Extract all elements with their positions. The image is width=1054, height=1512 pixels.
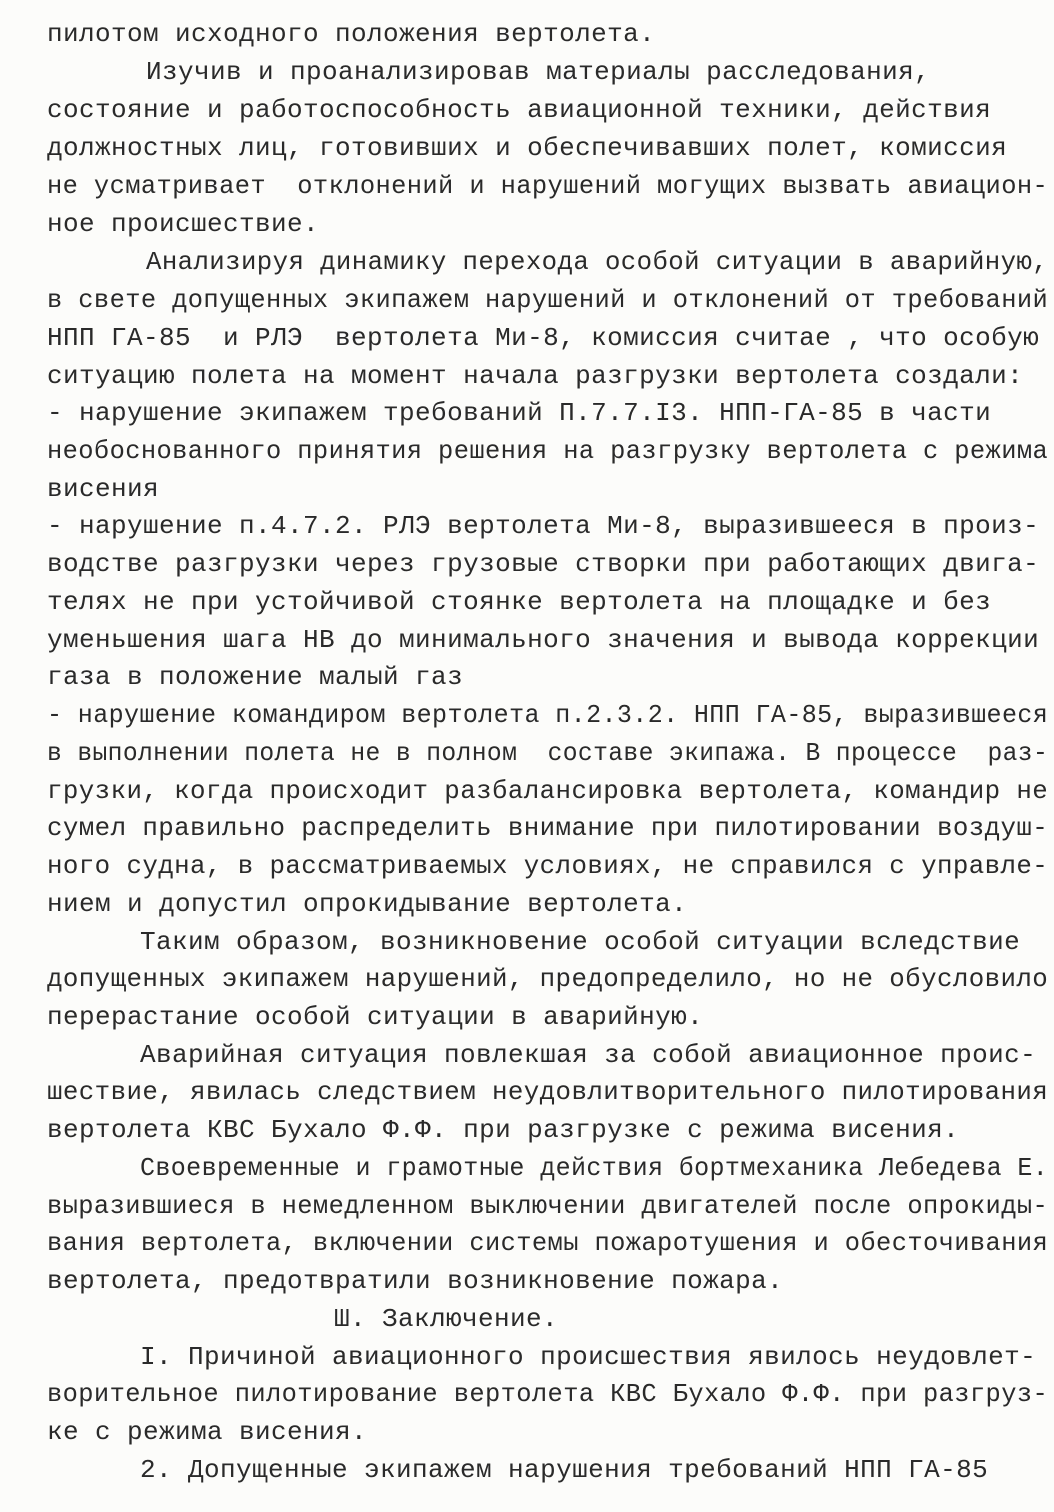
text-line: Аварийная ситуация повлекшая за собой авиационное проис- [140,1040,1037,1070]
text-line: ного судна, в рассматриваемых условиях, не справился с управле- [47,851,1049,881]
text-line: висения [47,474,160,504]
text-line: состояние и работоспособность авиационной техники, действия [47,95,992,125]
text-line: Анализируя динамику перехода особой ситуации в аварийную, [146,247,1049,277]
text-line: - нарушение экипажем требований П.7.7.I3. НПП-ГА-85 в части [47,398,992,428]
text-line: ке с режима висения. [47,1417,368,1447]
text-line: Таким образом, возникновение особой ситуации вследствие [140,927,1021,957]
section-heading: Ш. Заключение. [334,1304,559,1334]
text-line: в выполнении полета не в полном составе экипажа. В процессе раз- [47,738,1049,768]
text-line: ворительное пилотирование вертолета КВС Бухало Ф.Ф. при разгруз- [47,1379,1049,1409]
text-line: телях не при устойчивой стоянке вертолета на площадке и без [47,587,992,617]
text-line: НПП ГА-85 и РЛЭ вертолета Ми-8, комиссия считае , что особую [47,323,1040,353]
text-line: Своевременные и грамотные действия бортмеханика Лебедева Е. [140,1153,1049,1183]
text-line: вертолета, предотвратили возникновение пожара. [47,1266,784,1296]
text-line: грузки, когда происходит разбалансировка вертолета, командир не [47,776,1049,806]
text-line: выразившиеся в немедленном выключении двигателей после опрокиды- [47,1191,1049,1221]
text-line: в свете допущенных экипажем нарушений и отклонений от требований [47,285,1049,315]
text-line: газа в положение малый газ [47,662,464,692]
text-line: пилотом исходного положения вертолета. [47,19,656,49]
text-line: вертолета КВС Бухало Ф.Ф. при разгрузке с режима висения. [47,1115,960,1145]
text-line: I. Причиной авиационного происшествия явилось неудовлет- [140,1342,1037,1372]
text-line: 2. Допущенные экипажем нарушения требований НПП ГА-85 [140,1455,989,1485]
text-line: водстве разгрузки через грузовые створки при работающих двига- [47,549,1040,579]
text-line: шествие, явилась следствием неудовлитворительного пилотирования [47,1077,1049,1107]
text-line: должностных лиц, готовивших и обеспечивавших полет, комиссия [47,133,1008,163]
text-line: - нарушение п.4.7.2. РЛЭ вертолета Ми-8, выразившееся в произ- [47,511,1040,541]
text-line: не усматривает отклонений и нарушений могущих вызвать авиацион- [47,171,1049,201]
text-line: допущенных экипажем нарушений, предопределило, но не обусловило [47,964,1049,994]
text-line: ситуацию полета на момент начала разгрузки вертолета создали: [47,361,1024,391]
text-line: - нарушение командиром вертолета п.2.3.2. НПП ГА-85, выразившееся [47,700,1049,730]
text-line: ное происшествие. [47,209,320,239]
text-line: вания вертолета, включении системы пожаротушения и обесточивания [47,1228,1049,1258]
text-line: нием и допустил опрокидывание вертолета. [47,889,688,919]
text-line: Изучив и проанализировав материалы расследования, [146,57,931,87]
text-line: перерастание особой ситуации в аварийную. [47,1002,704,1032]
text-line: необоснованного принятия решения на разгрузку вертолета с режима [47,436,1049,466]
text-line: уменьшения шага НВ до минимального значения и вывода коррекции [47,625,1040,655]
text-line: сумел правильно распределить внимание при пилотировании воздуш- [47,813,1049,843]
